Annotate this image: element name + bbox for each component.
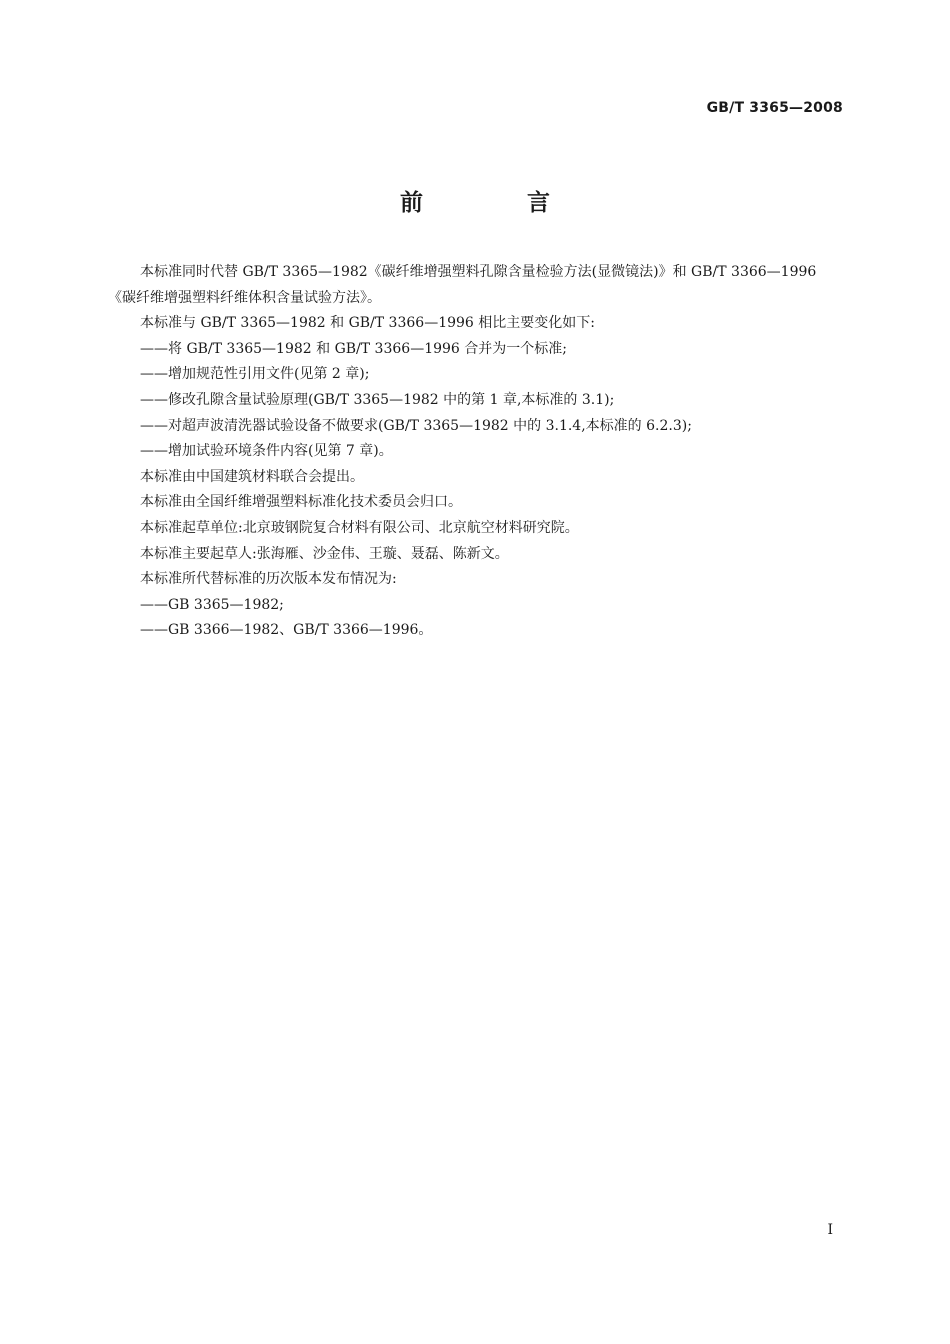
paragraph-version-history: 本标准所代替标准的历次版本发布情况为:: [140, 571, 397, 588]
list-item-merge: ——将 GB/T 3365—1982 和 GB/T 3366—1996 合并为一个标准;: [140, 340, 567, 357]
paragraph-technical-committee: 本标准由全国纤维增强塑料标准化技术委员会归口。: [140, 494, 462, 511]
list-item-environment: ——增加试验环境条件内容(见第 7 章)。: [140, 443, 393, 460]
paragraph-replaces: 本标准同时代替 GB/T 3365—1982《碳纤维增强塑料孔隙含量检验方法(显微镜法)》和 GB/T 3366—1996《碳纤维增强塑料纤维体积含量试验方法》。: [108, 264, 817, 306]
list-item-ultrasonic: ——对超声波清洗器试验设备不做要求(GB/T 3365—1982 中的 3.1.4,本标准的 6.2.3);: [140, 417, 692, 434]
list-item-references: ——增加规范性引用文件(见第 2 章);: [140, 366, 370, 383]
page-title: 前 言: [399, 190, 598, 216]
body-text: [108, 260, 844, 644]
paragraph-changes-intro: 本标准与 GB/T 3365—1982 和 GB/T 3366—1996 相比主要变化如下:: [140, 315, 595, 332]
list-item-gb3365: ——GB 3365—1982;: [140, 596, 284, 613]
paragraph-proposed-by: 本标准由中国建筑材料联合会提出。: [140, 468, 364, 485]
list-item-gb3366: ——GB 3366—1982、GB/T 3366—1996。: [140, 622, 433, 639]
page-number: I: [827, 1222, 833, 1238]
list-item-principle: ——修改孔隙含量试验原理(GB/T 3365—1982 中的第 1 章,本标准的 3.1);: [140, 391, 615, 408]
paragraph-drafters: 本标准主要起草人:张海雁、沙金伟、王璇、聂磊、陈新文。: [140, 545, 509, 562]
standard-code: GB/T 3365—2008: [706, 100, 843, 116]
paragraph-drafting-units: 本标准起草单位:北京玻钢院复合材料有限公司、北京航空材料研究院。: [140, 519, 579, 536]
